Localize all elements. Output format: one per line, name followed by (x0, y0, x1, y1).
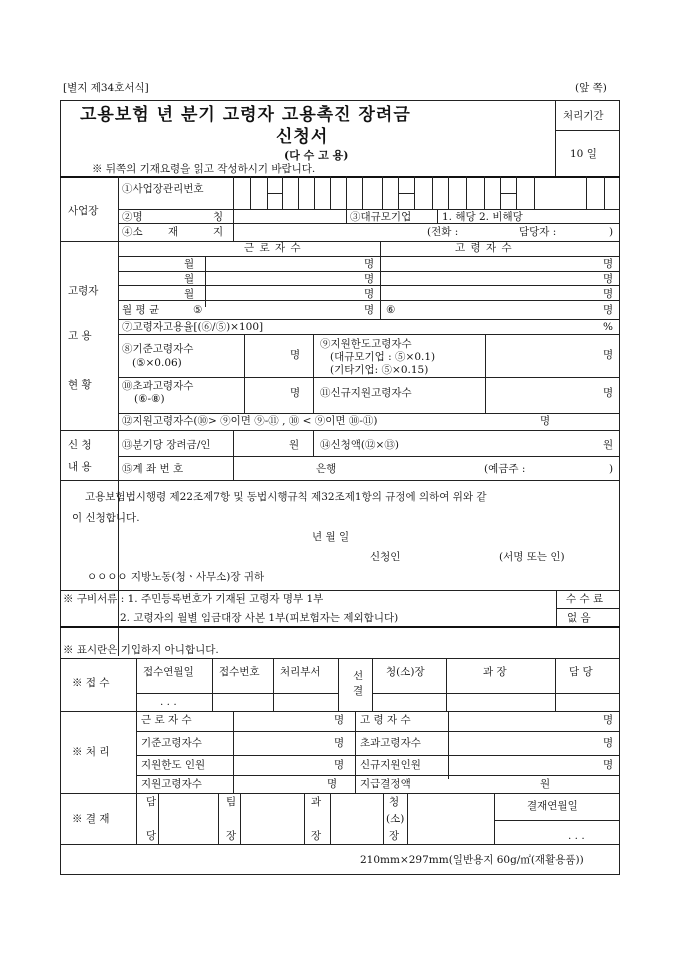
workers-header: 근 로 자 수 (244, 242, 302, 254)
unit-4a: 명 (364, 304, 375, 316)
unit-2a: 명 (364, 273, 375, 285)
settle-label: ※ 결 재 (72, 813, 110, 825)
addr-label-2: 재 (168, 226, 179, 238)
bank-label: 은행 (316, 463, 337, 475)
support-label: ⑫지원고령자수(⑩> ⑨이면 ⑨-⑪ , ⑩ < ⑨이면 ⑩-⑪) (122, 415, 378, 427)
base-label: ⑧기준고령자수 (122, 343, 194, 355)
excess-label: ⑩초과고령자수 (122, 380, 194, 392)
unit-3b: 명 (603, 288, 614, 300)
addr-label-3: 지 (213, 226, 224, 238)
month-1: 월 (184, 258, 195, 270)
name-label-2: 칭 (213, 211, 224, 223)
chief-label: 청(소)장 (386, 666, 425, 678)
amount-label: ⑭신청액(⑫×⑬) (320, 439, 399, 451)
office-notice: ※ 표시란은 기입하지 아니합니다. (63, 644, 219, 656)
p-decision-won: 원 (540, 778, 551, 790)
phone-label: (전화 : (427, 226, 459, 238)
docs-line-2: 2. 고령자의 월별 임금대장 사본 1부(피보험자는 제외합니다) (120, 612, 399, 624)
settle-date-dots: . . . (568, 830, 585, 842)
statement-text-2: 이 신청합니다. (72, 512, 140, 524)
elderly-header: 고 령 자 수 (455, 242, 513, 254)
close-paren: ) (609, 226, 614, 238)
page-side: (앞 쪽) (575, 82, 607, 94)
month-2: 월 (184, 273, 195, 285)
limit-unit: 명 (603, 349, 614, 361)
large-company-label: ③대규모기업 (350, 211, 412, 223)
p-workers: 근 로 자 수 (141, 714, 192, 726)
section-business: 사업장 (68, 205, 99, 217)
monthly-avg-label: 월 평 균 (122, 304, 160, 316)
settle-section-1: 과 (311, 796, 322, 808)
p-limit-unit: 명 (334, 759, 345, 771)
excess-formula: (⑥-⑧) (134, 393, 165, 405)
p-excess: 초과고령자수 (360, 737, 421, 749)
base-unit: 명 (290, 349, 301, 361)
settle-staff-2: 당 (146, 830, 157, 842)
section-employment-2: 현 황 (68, 379, 92, 391)
p-support: 지원고령자수 (141, 778, 202, 790)
limit-formula-2: (기타기업: ⑤×0.15) (330, 364, 429, 376)
p-elderly: 고 령 자 수 (360, 714, 411, 726)
new-unit: 명 (603, 387, 614, 399)
dept-label: 처리부서 (280, 666, 321, 678)
settle-chief-3: 장 (389, 830, 400, 842)
circle-6: ⑥ (386, 304, 396, 316)
account-label: ⑮계 좌 번 호 (122, 463, 184, 475)
statement-date: 년 월 일 (312, 531, 350, 543)
quarter-won: 원 (289, 439, 300, 451)
p-elderly-unit: 명 (603, 714, 614, 726)
support-unit: 명 (540, 415, 551, 427)
statement-text-1: 고용보험법시행령 제22조제7항 및 동법시행규칙 제32조제1항의 규정에 의하여 위와 같 (85, 491, 487, 503)
unit-1b: 명 (603, 258, 614, 270)
holder-close: ) (609, 463, 614, 475)
receipt-no-label: 접수번호 (219, 666, 260, 678)
approval-1: 선 (353, 670, 364, 682)
p-excess-unit: 명 (603, 737, 614, 749)
base-formula: (⑤×0.06) (132, 357, 182, 369)
section-elderly: 고령자 (68, 285, 99, 297)
p-decision: 지급결정액 (360, 778, 411, 790)
large-company-options[interactable]: 1. 해당 2. 비해당 (442, 211, 523, 223)
approval-2: 결 (353, 685, 364, 697)
settle-team-2: 장 (226, 830, 237, 842)
receipt-date-dots: . . . (160, 696, 177, 708)
addressee: ㅇㅇㅇㅇ 지방노동(청ㆍ사무소)장 귀하 (87, 571, 265, 583)
staff-label: 담 당 (569, 666, 593, 678)
quarter-label: ⑬분기당 장려금/인 (122, 439, 211, 451)
processing-label: ※ 처 리 (72, 746, 110, 758)
period-value: 10 일 (570, 148, 597, 160)
unit-1a: 명 (364, 258, 375, 270)
form-subtitle: (다 수 고 용) (284, 149, 349, 162)
p-base-unit: 명 (334, 737, 345, 749)
limit-formula-1: (대규모기업 : ⑤×0.1) (330, 351, 436, 363)
section-apply-2: 내 용 (68, 461, 92, 473)
section-chief-label: 과 장 (483, 666, 507, 678)
form-number: [별지 제34호서식] (63, 82, 149, 94)
p-base: 기준고령자수 (141, 737, 202, 749)
settle-section-2: 장 (311, 830, 322, 842)
section-employment-1: 고 용 (68, 330, 92, 342)
paper-spec: 210mm×297mm(일반용지 60g/㎡(재활용품)) (360, 854, 584, 866)
form-title-2: 신청서 (276, 127, 329, 147)
limit-label: ⑨지원한도고령자수 (320, 338, 412, 350)
manager-label: 담당자 : (519, 226, 557, 238)
period-label: 처리기간 (563, 110, 604, 122)
form-title: 고용보험 년 분기 고령자 고용촉진 장려금 (80, 105, 411, 125)
reg-no-label: ①사업장관리번호 (122, 183, 204, 195)
unit-2b: 명 (603, 273, 614, 285)
sign-label: (서명 또는 인) (499, 551, 565, 563)
new-label: ⑪신규지원고령자수 (320, 387, 412, 399)
receipt-date-label: 접수연월일 (143, 666, 194, 678)
section-apply-1: 신 청 (68, 439, 92, 451)
p-workers-unit: 명 (334, 714, 345, 726)
instructions-notice: ※ 뒤쪽의 기재요령을 읽고 작성하시기 바랍니다. (92, 163, 316, 175)
name-label: ②명 (122, 211, 143, 223)
docs-label: ※ 구비서류 : 1. 주민등록번호가 기재된 고령자 명부 1부 (63, 593, 324, 605)
holder-label: (예금주 : (484, 463, 526, 475)
addr-label: ④소 (122, 226, 143, 238)
settle-chief-1: 청 (389, 796, 400, 808)
unit-3a: 명 (364, 288, 375, 300)
settle-date-label: 결재연월일 (527, 800, 578, 812)
p-support-unit: 명 (327, 778, 338, 790)
month-3: 월 (184, 288, 195, 300)
p-limit: 지원한도 인원 (141, 759, 206, 771)
excess-unit: 명 (290, 387, 301, 399)
percent-unit: % (603, 321, 613, 333)
fee-label: 수 수 료 (566, 593, 604, 605)
rate-label: ⑦고령자고용율[(⑥/⑤)×100] (122, 321, 264, 333)
circle-5: ⑤ (193, 304, 203, 316)
unit-4b: 명 (603, 304, 614, 316)
amount-won: 원 (603, 439, 614, 451)
p-new: 신규지원인원 (360, 759, 421, 771)
applicant-label: 신청인 (370, 551, 401, 563)
settle-chief-2: (소) (386, 813, 405, 825)
settle-staff-1: 담 (146, 796, 157, 808)
receipt-label: ※ 접 수 (72, 677, 110, 689)
fee-value: 없 음 (567, 612, 591, 624)
settle-team-1: 팀 (226, 796, 237, 808)
p-new-unit: 명 (603, 759, 614, 771)
